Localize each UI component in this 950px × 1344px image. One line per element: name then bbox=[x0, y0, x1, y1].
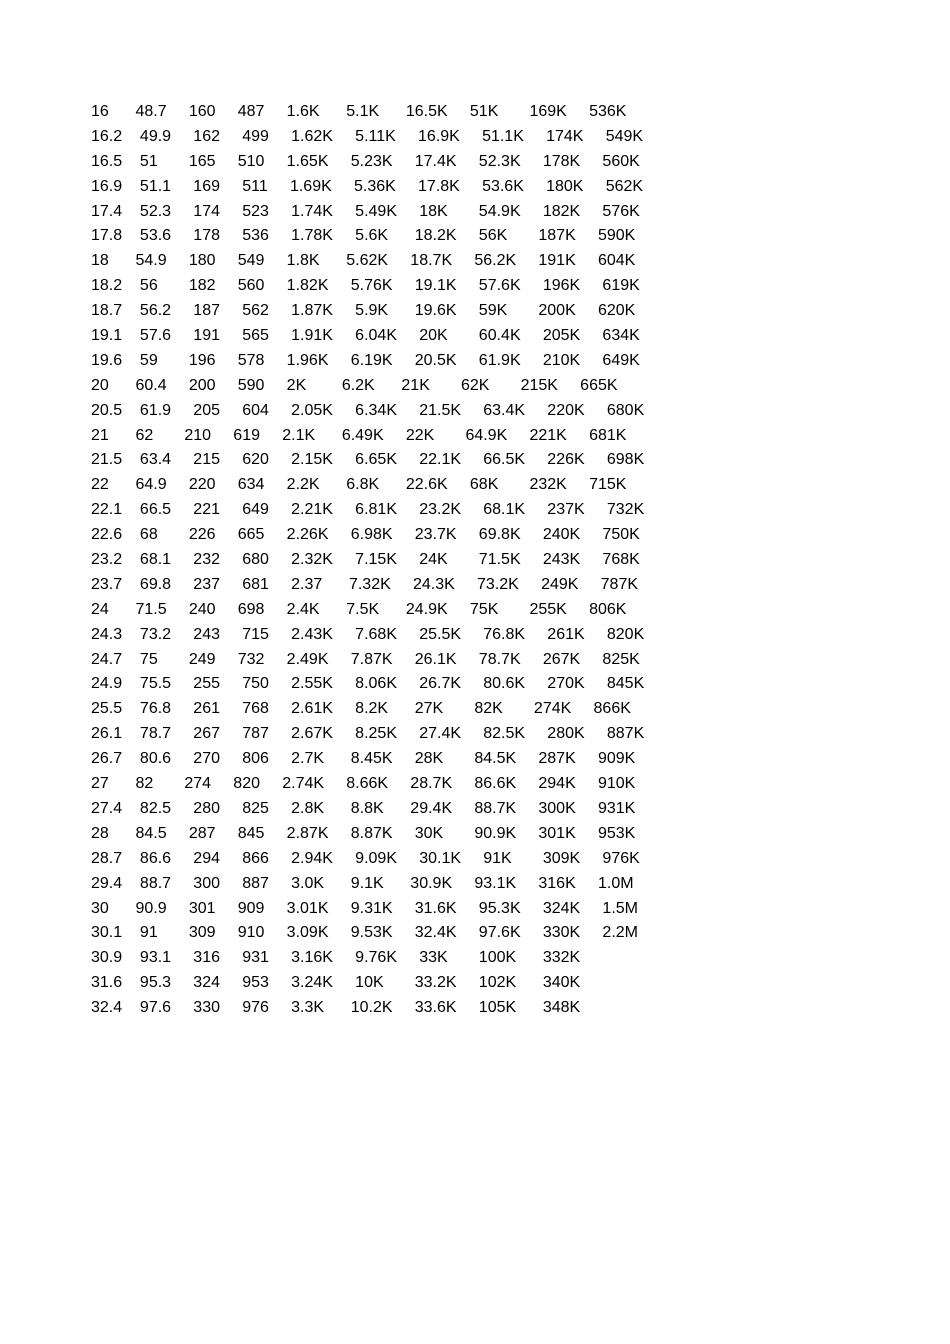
table-row: 21.5 63.4 215 620 2.15K 6.65K 22.1K 66.5K 226K 698K bbox=[91, 451, 645, 469]
table-row: 28.7 86.6 294 866 2.94K 9.09K 30.1K 91K 309K 976K bbox=[91, 849, 640, 867]
table-row: 18.7 56.2 187 562 1.87K 5.9K 19.6K 59K 200K 620K bbox=[91, 302, 636, 320]
table-row: 30.1 91 309 910 3.09K 9.53K 32.4K 97.6K 330K 2.2M bbox=[91, 924, 638, 942]
table-row: 16 48.7 160 487 1.6K 5.1K 16.5K 51K 169K 536K bbox=[91, 103, 627, 120]
table-row: 30.9 93.1 316 931 3.16K 9.76K 33K 100K 332K bbox=[91, 949, 581, 967]
table-row: 17.8 53.6 178 536 1.78K 5.6K 18.2K 56K 187K 590K bbox=[91, 227, 636, 245]
table-row: 17.4 52.3 174 523 1.74K 5.49K 18K 54.9K 182K 576K bbox=[91, 202, 640, 220]
table-row: 27 82 274 820 2.74K 8.66K 28.7K 86.6K 294K 910K bbox=[91, 775, 636, 793]
table-row: 26.7 80.6 270 806 2.7K 8.45K 28K 84.5K 287K 909K bbox=[91, 750, 636, 768]
table-row: 16.9 51.1 169 511 1.69K 5.36K 17.8K 53.6K 180K 562K bbox=[91, 177, 644, 195]
table-row: 16.5 51 165 510 1.65K 5.23K 17.4K 52.3K 178K 560K bbox=[91, 152, 640, 170]
table-row: 31.6 95.3 324 953 3.24K 10K 33.2K 102K 340K bbox=[91, 974, 581, 992]
table-row: 28 84.5 287 845 2.87K 8.87K 30K 90.9K 301K 953K bbox=[91, 824, 636, 842]
table-row: 23.2 68.1 232 680 2.32K 7.15K 24K 71.5K 243K 768K bbox=[91, 551, 640, 569]
table-row: 30 90.9 301 909 3.01K 9.31K 31.6K 95.3K 324K 1.5M bbox=[91, 899, 638, 917]
table-row: 27.4 82.5 280 825 2.8K 8.8K 29.4K 88.7K 300K 931K bbox=[91, 799, 636, 817]
table-row: 24.3 73.2 243 715 2.43K 7.68K 25.5K 76.8K 261K 820K bbox=[91, 625, 645, 643]
table-row: 24 71.5 240 698 2.4K 7.5K 24.9K 75K 255K 806K bbox=[91, 600, 627, 618]
table-row: 22 64.9 220 634 2.2K 6.8K 22.6K 68K 232K 715K bbox=[91, 476, 627, 494]
table-row: 24.9 75.5 255 750 2.55K 8.06K 26.7K 80.6K 270K 845K bbox=[91, 675, 645, 693]
table-row: 22.1 66.5 221 649 2.21K 6.81K 23.2K 68.1K 237K 732K bbox=[91, 501, 645, 519]
table-row: 29.4 88.7 300 887 3.0K 9.1K 30.9K 93.1K 316K 1.0M bbox=[91, 874, 634, 892]
table-row: 25.5 76.8 261 768 2.61K 8.2K 27K 82K 274K 866K bbox=[91, 700, 631, 718]
table-row: 32.4 97.6 330 976 3.3K 10.2K 33.6K 105K 348K bbox=[91, 999, 581, 1017]
table-row: 22.6 68 226 665 2.26K 6.98K 23.7K 69.8K 240K 750K bbox=[91, 526, 640, 544]
table-row: 20 60.4 200 590 2K 6.2K 21K 62K 215K 665K bbox=[91, 376, 618, 394]
table-row: 23.7 69.8 237 681 2.37 7.32K 24.3K 73.2K 249K 787K bbox=[91, 575, 639, 593]
table-row: 21 62 210 619 2.1K 6.49K 22K 64.9K 221K 681K bbox=[91, 426, 627, 444]
table-row: 18 54.9 180 549 1.8K 5.62K 18.7K 56.2K 191K 604K bbox=[91, 252, 636, 270]
table-row: 26.1 78.7 267 787 2.67K 8.25K 27.4K 82.5K 280K 887K bbox=[91, 725, 645, 743]
table-row: 24.7 75 249 732 2.49K 7.87K 26.1K 78.7K 267K 825K bbox=[91, 650, 640, 668]
table-row: 16.2 49.9 162 499 1.62K 5.11K 16.9K 51.1K 174K 549K bbox=[91, 127, 644, 145]
value-table bbox=[91, 101, 644, 1022]
table-row: 19.1 57.6 191 565 1.91K 6.04K 20K 60.4K 205K 634K bbox=[91, 327, 640, 345]
table-row: 20.5 61.9 205 604 2.05K 6.34K 21.5K 63.4K 220K 680K bbox=[91, 401, 645, 419]
table-row: 18.2 56 182 560 1.82K 5.76K 19.1K 57.6K 196K 619K bbox=[91, 277, 640, 295]
table-row: 19.6 59 196 578 1.96K 6.19K 20.5K 61.9K 210K 649K bbox=[91, 351, 640, 369]
